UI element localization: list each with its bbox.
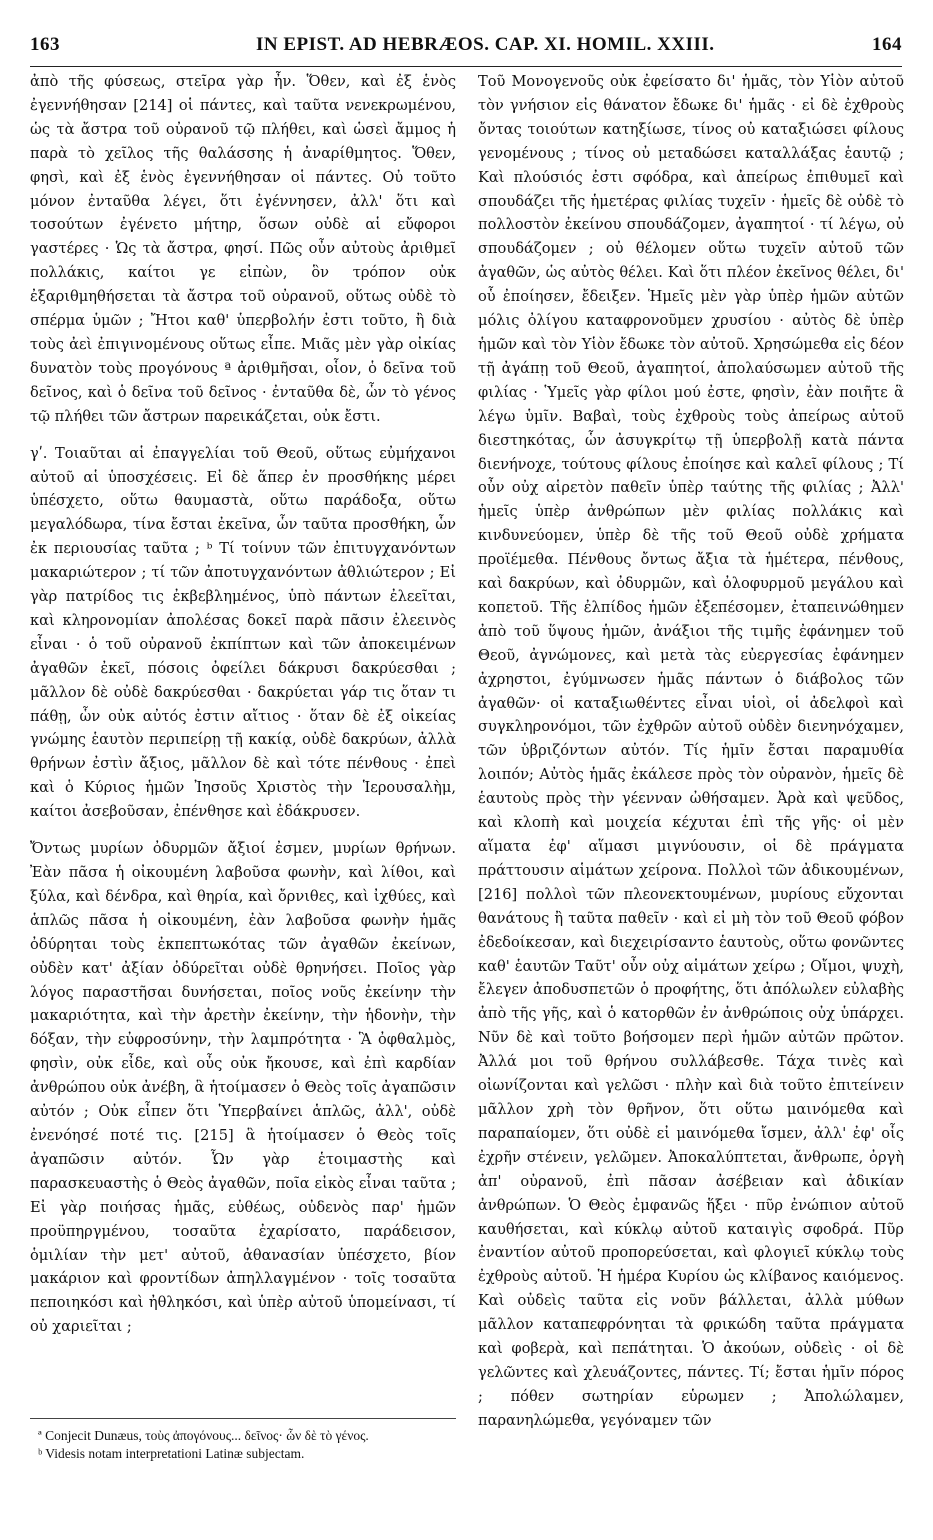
right-paragraph-1: Τοῦ Μονογενοῦς οὐκ ἐφείσατο δι' ἡμᾶς, τὸν Υἱὸν αὐτοῦ τὸν γνήσιον εἰς θάνατον ἔδωκε δι' ἡμᾶς · εἰ δὲ ἐχθροὺς ὄντας τοιούτων κατηξίωσε, τίνος οὐ καταξιώσει φίλους γενομένους ; τίνος οὐ μεταδώσει καταλλάξας ἑαυτῷ ; Καὶ πλούσιός ἐστι σφόδρα, καὶ ἀπείρως ἐπιθυμεῖ καὶ σπουδάζει τῆς ἡμετέρας φιλίας τυχεῖν · ἡμεῖς δὲ οὐδὲ τὸ πολλοστὸν ἐκείνου σπουδάζομεν, ἀγαπητοί · τί λέγω, οὐ σπουδάζομεν ; οὐ θέλομεν οὕτω τυχεῖν αὐτοῦ τῶν ἀγαθῶν, ὡς αὐτὸς θέλει. Καὶ ὅτι πλέον ἐκεῖνος θέλει, δι' οὗ ἐποίησεν, ἔδειξεν. Ἡμεῖς μὲν γὰρ ὑπὲρ ἡμῶν αὐτῶν μόλις ὀλίγου καταφρονοῦμεν χρυσίου · αὐτὸς δὲ ὑπὲρ ἡμῶν καὶ τὸν Υἱὸν ἔδωκε τὸν αὐτοῦ. Χρησώμεθα εἰς δέον τῇ ἀγάπῃ τοῦ Θεοῦ, ἀγαπητοί, ἀπολαύσωμεν αὐτοῦ τῆς φιλίας · Ὑμεῖς γὰρ φίλοι μού ἐστε, φησὶν, ἐὰν ποιῆτε ἃ λέγω ὑμῖν. Βαβαὶ, τοὺς ἐχθροὺς τοὺς ἀπείρως αὐτοῦ διεστηκότας, ὧν ἀσυγκρίτῳ τῇ ὑπερβολῇ κατὰ πάντα διενήνοχε, τούτους φίλους ἐποίησε καὶ καλεῖ φίλους ; Τί οὖν οὐχ αἱρετὸν παθεῖν ὑπὲρ ταύτης τῆς φιλίας ; Ἀλλ' ἡμεῖς ὑπὲρ ἀνθρώπων μὲν φιλίας πολλάκις καὶ κινδυνεύομεν, ὑπὲρ δὲ τῆς τοῦ Θεοῦ οὐδὲ χρήματα προϊέμεθα. Πένθους ὄντως ἄξια τὰ ἡμέτερα, πένθους, καὶ δακρύων, καὶ ὀδυρμῶν, καὶ ὀλοφυρμοῦ μεγάλου καὶ κοπετοῦ. Τῆς ἐλπίδος ἡμῶν ἐξεπέσομεν, ἐταπεινώθημεν ἀπὸ τοῦ ὕψους ἡμῶν, ἀνάξιοι τῆς τιμῆς ἐφάνημεν τοῦ Θεοῦ, ἀγνώμονες, καὶ μετὰ τὰς εὐεργεσίας ἐφάνημεν ἀχρηστοι, ἐγύμνωσεν ἡμᾶς πάντων ὁ διάβολος τῶν ἀγαθῶν· οἱ καταξιωθέντες εἶναι υἱοὶ, οἱ ἀδελφοὶ καὶ συγκληρονόμοι, τῶν ἐχθρῶν αὐτοῦ οὐδὲν διενηνόχαμεν, τῶν ὑβριζόντων αὐτόν. Τίς ἡμῖν ἔσται παραμυθία λοιπόν; Αὐτὸς ἡμᾶς ἐκάλεσε πρὸς τὸν οὐρανὸν, ἡμεῖς δὲ ἑαυτοὺς πρὸς τὴν γέενναν ὠθήσαμεν. Ἀρὰ καὶ ψεῦδος, καὶ κλοπὴ καὶ μοιχεία κέχυται ἐπὶ τῆς γῆς· οἱ μὲν αἵματα ἐφ' αἵμασι μιγνύουσιν, οἱ δὲ πράγματα πράττουσιν αἱμάτων χείρονα. Πολλοὶ τῶν ἀδικουμένων, [216] πολλοὶ τῶν πλεονεκτουμένων, μυρίους εὔχονται θανάτους ἢ ταῦτα παθεῖν · καὶ εἰ μὴ τὸν τοῦ Θεοῦ φόβον ἐδεδοίκεσαν, καὶ διεχειρίσαντο ἑαυτοὺς, οὕτω φονῶντες καθ' ἑαυτῶν Ταῦτ' οὖν οὐχ αἱμάτων χείρω ; Οἴμοι, ψυχὴ, ἔλεγεν ἀποδυσπετῶν ὁ προφήτης, ὅτι ἀπόλωλεν εὐλαβὴς ἀπὸ τῆς γῆς, καὶ ὁ κατορθῶν ἐν ἀνθρώποις οὐχ ὑπάρχει. Νῦν δὲ καὶ τοῦτο βοήσομεν περὶ ἡμῶν αὐτῶν πρῶτον. Ἀλλά μοι τοῦ θρήνου συλλάβεσθε. Τάχα τινὲς καὶ οἰωνίζονται καὶ γελῶσι · πλὴν καὶ διὰ τοῦτο ἐπιτείνειν μᾶλλον χρὴ τὸν θρῆνον, ὅτι οὕτω μαινόμεθα καὶ παραπαίομεν, ὅτι οὐδὲ εἰ μαινόμεθα ἴσμεν, ἀλλ' ἐφ' οἷς ἐχρῆν στένειν, γελῶμεν. Ἀποκαλύπτεται, ἄνθρωπε, ὀργὴ ἀπ' οὐρανοῦ, ἐπὶ πᾶσαν ἀσέβειαν καὶ ἀδικίαν ἀνθρώπων. Ὁ Θεὸς ἐμφανῶς ἥξει · πῦρ ἐνώπιον αὐτοῦ καυθήσεται, καὶ κύκλῳ αὐτοῦ καταιγὶς σφοδρά. Πῦρ ἐναντίον αὐτοῦ προπορεύσεται, καὶ φλογιεῖ κύκλῳ τοὺς ἐχθροὺς αὐτοῦ. Ἡ ἡμέρα Κυρίου ὡς κλίβανος καιόμενος. Καὶ οὐδεὶς ταῦτα εἰς νοῦν βάλλεται, ἀλλὰ μύθων μᾶλλον καταπεφρόνηται τὰ φρικώδη ταῦτα πράγματα καὶ φοβερὰ, καὶ πεπάτηται. Ὁ ἀκούων, οὐδεὶς · οἱ δὲ γελῶντες καὶ χλευάζοντες, πάντες. Τί; ἔσται ἡμῖν πόρος ; πόθεν σωτηρίαν εὑρωμεν ; Ἀπολώλαμεν, παρανηλώμεθα, γεγόναμεν τῶν xyxy=(478,73,904,1429)
footnote-b: ᵇ Videsis notam interpretationi Latinæ subjectam. xyxy=(38,1446,305,1461)
running-title: IN EPIST. AD HEBRÆOS. CAP. XI. HOMIL. XXIII. xyxy=(256,34,715,55)
footnotes xyxy=(30,1418,456,1463)
left-column xyxy=(30,70,456,1339)
left-paragraph-2: γʹ. Τοιαῦται αἱ ἐπαγγελίαι τοῦ Θεοῦ, οὕτως εὐμήχανοι αὐτοῦ αἱ ὑποσχέσεις. Εἰ δὲ ἅπερ ἐν προσθήκης μέρει ὑπέσχετο, οὕτω θαυμαστὰ, οὕτω παράδοξα, οὕτω μεγαλόδωρα, τίνα ἔσται ἐκεῖνα, ὧν ταῦτα προσθήκη, ὧν ἐκ περιουσίας ταῦτα ; ᵇ Τί τοίνυν τῶν ἐπιτυγχανόντων μακαριώτερον ; τί τῶν ἀποτυγχανόντων ἀθλιώτερον ; Εἰ γὰρ πατρίδος τις ἐκβεβλημένος, ὑπὸ πάντων ἐλεεῖται, καὶ κληρονομίαν ἀπολέσας δοκεῖ παρὰ πᾶσιν ἐλεεινὸς εἶναι · ὁ τοῦ οὐρανοῦ ἐκπίπτων καὶ τῶν ἀποκειμένων ἀγαθῶν ἐκεῖ, πόσοις ὀφείλει δάκρυσι δακρύεσθαι ; μᾶλλον δὲ οὐδὲ δακρύεσθαι · δακρύεται γάρ τις ὅταν τι πάθῃ, ὧν οὐκ αὐτός ἐστιν αἴτιος · ὅταν δὲ ἐξ οἰκείας γνώμης ἑαυτὸν περιπείρῃ τῇ κακίᾳ, οὐδὲ δακρύων, ἀλλὰ θρήνων ἐστὶν ἄξιος, μᾶλλον δὲ καὶ τότε πένθους · ἐπεὶ καὶ ὁ Κύριος ἡμῶν Ἰησοῦς Χριστὸς τὴν Ἱερουσαλὴμ, καίτοι ἀσεβοῦσαν, ἐπένθησε καὶ ἐδάκρυσεν. xyxy=(30,444,456,821)
footnote-a: ª Conjecit Dunæus, τοὺς ἀπογόνους... δεῖνος· ὧν δὲ τὸ γένος. xyxy=(38,1428,369,1443)
running-header xyxy=(30,26,902,67)
page-number-right: 164 xyxy=(872,34,902,55)
left-paragraph-1: ἀπὸ τῆς φύσεως, στεῖρα γὰρ ἦν. Ὅθεν, καὶ ἐξ ἑνὸς ἐγεννήθησαν [214] οἱ πάντες, καὶ ταῦτα νενεκρωμένου, ὡς τὰ ἄστρα τοῦ οὐρανοῦ τῷ πλήθει, καὶ ὡσεὶ ἄμμος ἡ παρὰ τὸ χεῖλος τῆς θαλάσσης ἡ ἀναρίθμητος. Ὅθεν, φησὶ, καὶ ἐξ ἑνὸς ἐγεννήθησαν οἱ πάντες. Οὐ τοῦτο μόνον ἐνταῦθα λέγει, ὅτι ἐγέννησεν, ἀλλ' ὅτι καὶ τοσούτων ἐγένετο μήτηρ, ὅσων οὐδὲ αἱ εὔφοροι γαστέρες · Ὡς τὰ ἄστρα, φησί. Πῶς οὖν αὐτοὺς ἀριθμεῖ πολλάκις, καίτοι γε εἰπὼν, ὃν τρόπον οὐκ ἐξαριθμηθήσεται τὰ ἄστρα τοῦ οὐρανοῦ, οὕτως οὐδὲ τὸ σπέρμα ὑμῶν ; Ἤτοι καθ' ὑπερβολήν ἐστι τοῦτο, ἢ διὰ τοὺς ἀεὶ ἐπιγινομένους οὕτως εἶπε. Μιᾶς μὲν γὰρ οἰκίας δυνατὸν τοὺς προγόνους ª ἀριθμῆσαι, οἷον, ὁ δεῖνα τοῦ δεῖνος, καὶ ὁ δεῖνα τοῦ δεῖνος · ἐνταῦθα δὲ, ὧν τὸ γένος τῷ πλήθει τῶν ἄστρων παρεικάζεται, οὐκ ἔστι. xyxy=(30,73,456,425)
left-paragraph-3: Ὄντως μυρίων ὀδυρμῶν ἄξιοί ἐσμεν, μυρίων θρήνων. Ἐὰν πᾶσα ἡ οἰκουμένη λαβοῦσα φωνὴν, καὶ λίθοι, καὶ ξύλα, καὶ δένδρα, καὶ θηρία, καὶ ὄρνιθες, καὶ ἰχθύες, καὶ ἁπλῶς πᾶσα ἡ οἰκουμένη, ἐὰν λαβοῦσα φωνὴν ἡμᾶς ὀδύρηται τοὺς ἐκπεπτωκότας τῶν ἀγαθῶν ἐκείνων, οὐδὲν κατ' ἀξίαν ὀδύρεῖται οὐδὲ θρηνήσει. Ποῖος γὰρ λόγος παραστῆσαι δυνήσεται, ποῖος νοῦς ἐκείνην τὴν μακαριότητα, καὶ τὴν ἀρετὴν ἐκείνην, τὴν ἡδονὴν, τὴν δόξαν, τὴν εὐφροσύνην, τὴν λαμπρότητα · Ἃ ὀφθαλμὸς, φησὶν, οὐκ εἶδε, καὶ οὖς οὐκ ἤκουσε, καὶ ἐπὶ καρδίαν ἀνθρώπου οὐκ ἀνέβη, ἃ ἡτοίμασεν ὁ Θεὸς τοῖς ἀγαπῶσιν αὐτόν ; Οὐκ εἶπεν ὅτι Ὑπερβαίνει ἁπλῶς, ἀλλ', οὐδὲ ἐνενόησέ ποτέ τις. [215] ἃ ἡτοίμασεν ὁ Θεὸς τοῖς ἀγαπῶσιν αὐτόν. Ὧν γὰρ ἑτοιμαστὴς καὶ παρασκευαστὴς ὁ Θεὸς ἀγαθῶν, ποῖα εἰκὸς εἶναι ταῦτα ; Εἰ γὰρ ποιήσας ἡμᾶς, εὐθέως, οὐδενὸς παρ' ἡμῶν προϋπηργμένου, τοσαῦτα ἐχαρίσατο, παράδεισον, ὁμιλίαν τὴν μετ' αὐτοῦ, ἀθανασίαν ὑπέσχετο, βίον μακάριον καὶ φροντίδων ἀπηλλαγμένον · τοῖς τοσαῦτα πεποιηκόσι καὶ ἠθληκόσι, καὶ ὑπὲρ αὐτοῦ ὑπομείνασι, τί οὐ χαριεῖται ; xyxy=(30,840,456,1336)
right-column xyxy=(478,70,904,1433)
page-number-left: 163 xyxy=(30,34,60,55)
